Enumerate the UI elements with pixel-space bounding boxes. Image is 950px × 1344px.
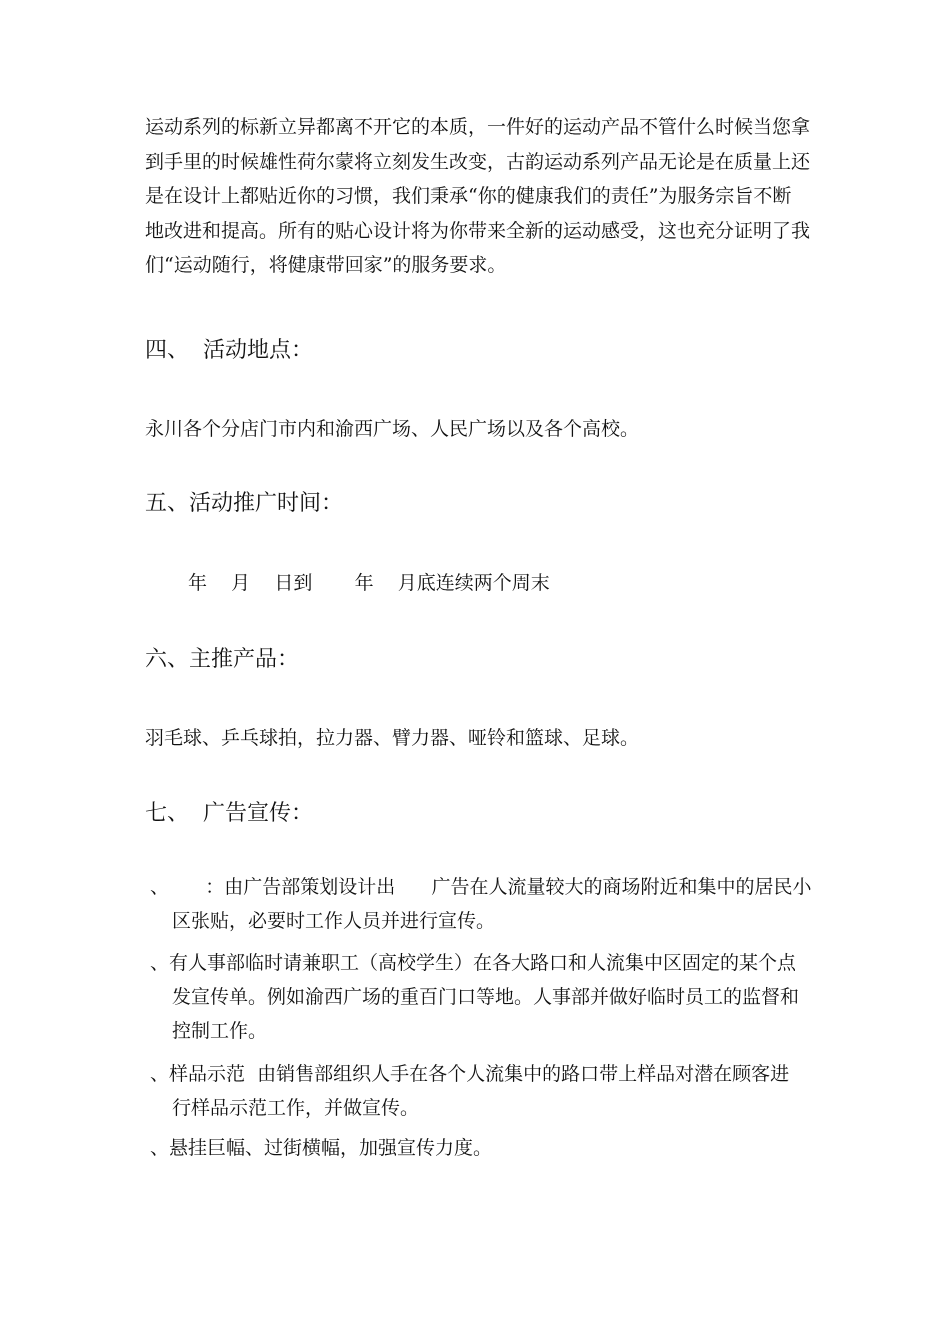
section5-heading: 五、活动推广时间： (145, 491, 344, 516)
section5-text: 年 月 日到 年 月底连续两个周末 (188, 572, 550, 594)
section4-heading: 四、 活动地点： (145, 338, 313, 363)
paragraph-line: 地改进和提高。所有的贴心设计将为你带来全新的运动感受，这也充分证明了我 (145, 219, 811, 242)
list-item-line: 、样品示范 由销售部组织人手在各个人流集中的路口带上样品对潜在顾客进 (150, 1063, 790, 1085)
intro-paragraph (145, 110, 813, 283)
paragraph-line: 运动系列的标新立异都离不开它的本质，一件好的运动产品不管什么时候当您拿 (145, 116, 811, 138)
list-item (150, 1057, 815, 1125)
list-item-line: 、有人事部临时请兼职工（高校学生）在各大路口和人流集中区固定的某个点 (150, 952, 797, 974)
list-item-line: 区张贴，必要时工作人员并进行宣传。 (172, 910, 496, 932)
paragraph-line: 们“运动随行，将健康带回家”的服务要求。 (145, 254, 507, 276)
section4-text: 永川各个分店门市内和渝西广场、人民广场以及各个高校。 (145, 418, 640, 440)
list-item (150, 870, 815, 938)
list-item-line: 控制工作。 (172, 1020, 268, 1042)
paragraph-line: 是在设计上都贴近你的习惯，我们秉承“你的健康我们的责任”为服务宗旨不断 (145, 185, 792, 207)
list-item (150, 946, 815, 1048)
list-item-line: 、悬挂巨幅、过街横幅，加强宣传力度。 (150, 1137, 493, 1159)
list-item-line: 、 ：由广告部策划设计出 广告在人流量较大的商场附近和集中的居民小 (150, 876, 812, 898)
paragraph-line: 到手里的时候雄性荷尔蒙将立刻发生改变，古韵运动系列产品无论是在质量上还 (145, 150, 811, 173)
list-item (150, 1131, 815, 1165)
section6-text: 羽毛球、乒乓球拍，拉力器、臂力器、哑铃和篮球、足球。 (145, 727, 640, 749)
list-item-line: 行样品示范工作，并做宣传。 (172, 1097, 420, 1119)
section6-heading: 六、主推产品： (145, 647, 300, 672)
list-item-line: 发宣传单。例如渝西广场的重百门口等地。人事部并做好临时员工的监督和 (172, 986, 800, 1008)
section7-heading: 七、 广告宣传： (145, 801, 313, 826)
